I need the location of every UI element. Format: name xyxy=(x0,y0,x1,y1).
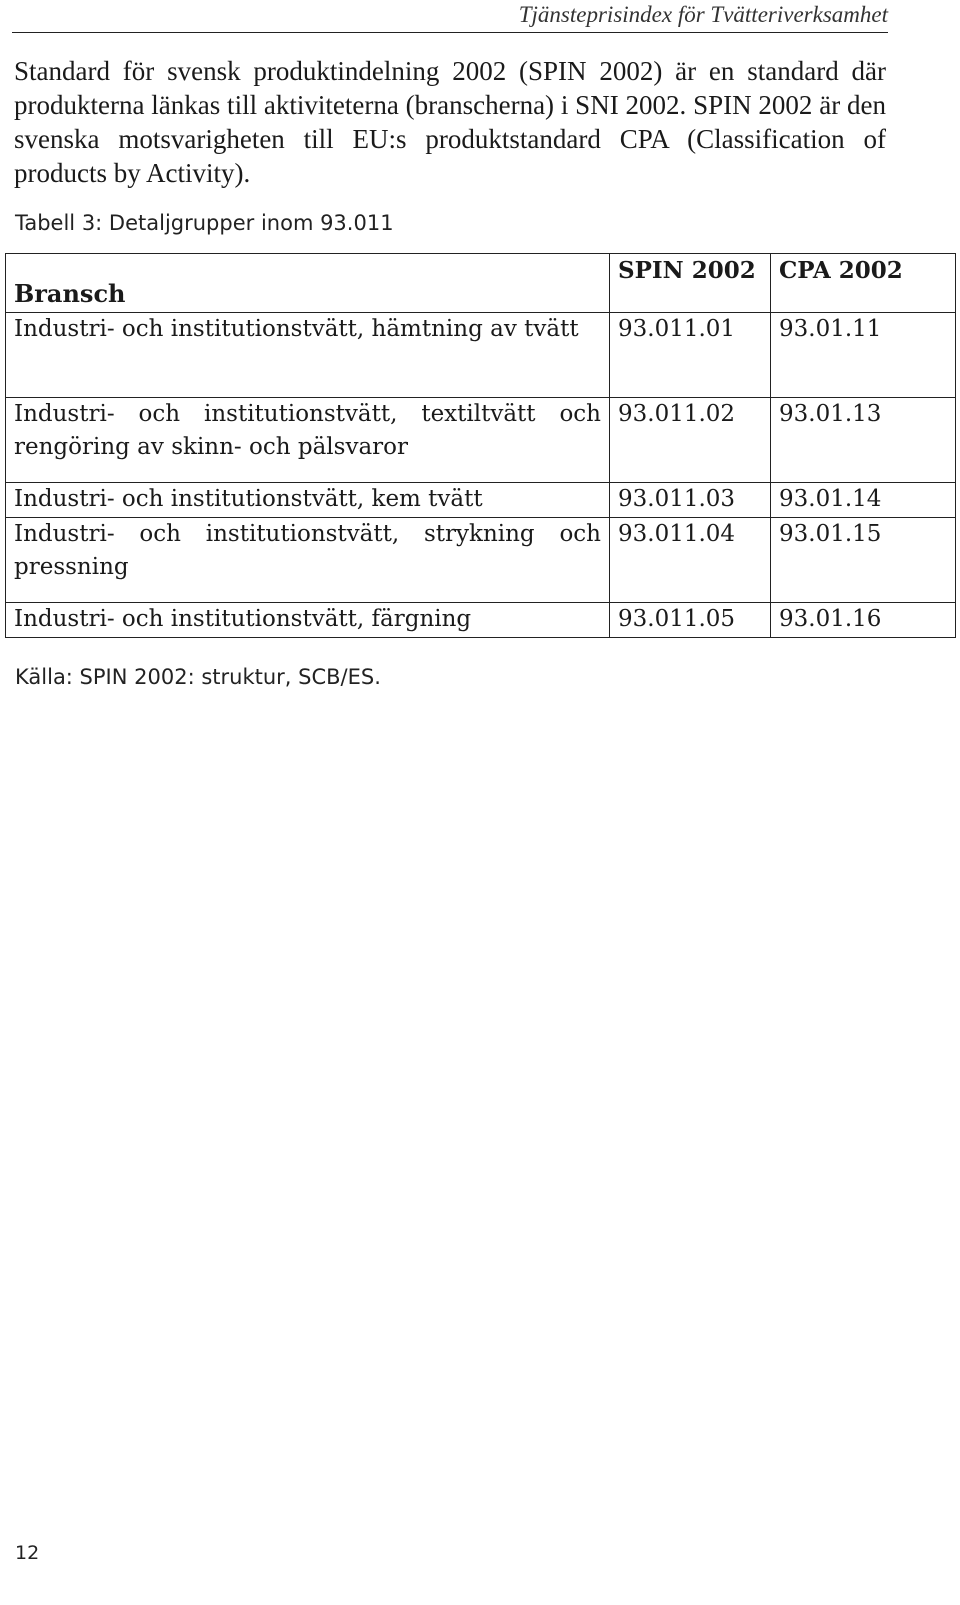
table-row xyxy=(6,398,956,483)
detail-groups-table xyxy=(5,253,956,638)
intro-paragraph: Standard för svensk produktindelning 2002 (SPIN 2002) är en standard där produkterna länkas till aktiviteterna (branscherna) i SNI 2002. SPIN 2002 är den svenska motsvarigheten till EU:s produktstandard CPA (Classification of products by Activity). xyxy=(14,56,886,188)
row-spin-code: 93.011.05 xyxy=(610,603,771,638)
table-row xyxy=(6,483,956,518)
row-spin-code: 93.011.04 xyxy=(610,518,771,603)
table-row xyxy=(6,518,956,603)
column-header-bransch: Bransch xyxy=(6,254,610,313)
row-cpa-code: 93.01.13 xyxy=(771,398,956,483)
row-spin-code: 93.011.02 xyxy=(610,398,771,483)
row-cpa-code: 93.01.15 xyxy=(771,518,956,603)
table-row xyxy=(6,603,956,638)
column-header-spin: SPIN 2002 xyxy=(610,254,771,313)
running-header xyxy=(12,0,888,33)
running-title: Tjänsteprisindex för Tvätteriverksamhet xyxy=(518,2,888,27)
table-row xyxy=(6,313,956,398)
row-cpa-code: 93.01.11 xyxy=(771,313,956,398)
table-source: Källa: SPIN 2002: struktur, SCB/ES. xyxy=(15,665,381,689)
row-description: Industri- och institutionstvätt, färgning xyxy=(6,603,610,638)
row-spin-code: 93.011.03 xyxy=(610,483,771,518)
row-description: Industri- och institutionstvätt, strykning och pressning xyxy=(6,518,610,603)
row-description: Industri- och institutionstvätt, hämtning av tvätt xyxy=(6,313,610,398)
column-header-cpa: CPA 2002 xyxy=(771,254,956,313)
table-caption: Tabell 3: Detaljgrupper inom 93.011 xyxy=(15,211,394,235)
row-cpa-code: 93.01.14 xyxy=(771,483,956,518)
row-cpa-code: 93.01.16 xyxy=(771,603,956,638)
row-description: Industri- och institutionstvätt, kem tvätt xyxy=(6,483,610,518)
table-header-row xyxy=(6,254,956,313)
page-number: 12 xyxy=(15,1542,40,1564)
row-spin-code: 93.011.01 xyxy=(610,313,771,398)
row-description: Industri- och institutionstvätt, textiltvätt och rengöring av skinn- och pälsvaror xyxy=(6,398,610,483)
